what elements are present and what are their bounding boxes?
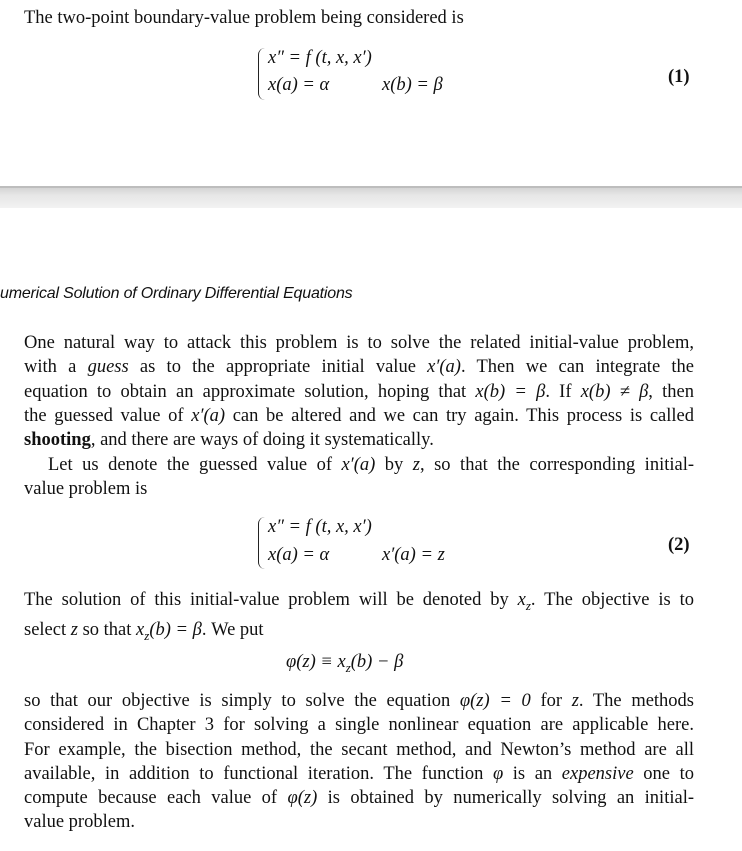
text: with a [24, 357, 88, 378]
emphasis-guess: guess [87, 357, 129, 378]
page-separator [0, 186, 742, 208]
math: x [136, 619, 145, 640]
paragraph-1-line-1: One natural way to attack this problem is to solve the related initial-value problem, [24, 333, 694, 353]
paragraph-4-line-2: considered in Chapter 3 for solving a single nonlinear equation are applicable here. [24, 715, 694, 736]
equation-2-row-2-right: x′(a) = z [382, 545, 445, 565]
paragraph-4 [24, 689, 694, 835]
math: x′(a) [191, 405, 226, 426]
paragraph-4-line-1 [24, 689, 694, 713]
text: The solution of this initial-value problem will be denoted by [24, 590, 518, 610]
text: is obtained by numerically solving an initial- [317, 788, 694, 809]
paragraph-4-line-3: For example, the bisection method, the secant method, and Newton’s method are all [24, 739, 694, 760]
equation-1-number: (1) [668, 67, 690, 87]
math: φ(z) = 0 [459, 691, 531, 711]
text: is an [503, 763, 562, 784]
math: x [517, 590, 526, 610]
math: x(b) = β [475, 381, 546, 402]
text: . The objective is to [530, 590, 694, 610]
math: x′(a) [341, 455, 376, 475]
math: (b) − β [350, 652, 404, 672]
equation-1-brace [258, 48, 267, 100]
math: φ [492, 763, 504, 784]
math: φ(z) ≡ x [286, 652, 346, 672]
math-subscript: z [144, 627, 150, 643]
math: z [70, 619, 78, 640]
text: for [530, 691, 572, 711]
math: φ(z) [287, 788, 318, 809]
equation-1-row-1: x″ = f (t, x, x′) [268, 48, 372, 68]
text: . Then we can integrate the [460, 357, 694, 378]
equation-1-row-2-right: x(b) = β [382, 75, 443, 95]
equation-2-brace [258, 517, 267, 569]
text: the guessed value of [24, 405, 192, 426]
math-subscript: z [345, 659, 351, 675]
equation-2 [258, 517, 518, 573]
text: Let us denote the guessed value of [48, 455, 342, 475]
math: x(b) ≠ β [580, 381, 649, 402]
paragraph-1-line-2 [24, 355, 694, 379]
paragraph-1-line-3 [24, 380, 694, 404]
equation-2-number: (2) [668, 535, 690, 555]
paragraph-3-line-1 [24, 588, 694, 618]
equation-2-row-2-left: x(a) = α [268, 545, 330, 565]
text: . If [545, 381, 581, 402]
emphasis-expensive: expensive [561, 763, 634, 784]
equation-1-row-2-left: x(a) = α [268, 75, 330, 95]
paragraph-2-line-2: value problem is [24, 479, 148, 500]
paragraph-3 [24, 588, 694, 648]
text: select [24, 619, 71, 640]
math-subscript: z [525, 597, 531, 613]
math: (b) = β [149, 619, 202, 640]
running-head: umerical Solution of Ordinary Differential Equations [0, 285, 353, 302]
paragraph-4-line-4 [24, 762, 694, 786]
paragraph-1-line-5 [24, 428, 694, 452]
text: . The methods [578, 691, 695, 711]
paragraph-4-line-6: value problem. [24, 812, 135, 833]
paragraph-2 [24, 453, 694, 502]
paragraph-2-line-1 [24, 453, 694, 477]
text: equation to obtain an approximate solution, hoping that [24, 381, 476, 402]
math: z [412, 455, 420, 475]
text: as to the appropriate initial value [128, 357, 428, 378]
text: available, in addition to functional iteration. The function [24, 763, 493, 784]
paragraph-1 [24, 331, 694, 452]
term-shooting: shooting [24, 430, 91, 451]
math: z [571, 691, 579, 711]
text: one to [633, 763, 694, 784]
text: so that [77, 619, 137, 640]
paragraph-1-line-4 [24, 404, 694, 428]
text: , so that the corresponding initial- [420, 455, 695, 475]
text: . We put [201, 619, 264, 640]
text: so that our objective is simply to solve the equation [24, 691, 460, 711]
text: can be altered and we can try again. This process is called [225, 405, 694, 426]
paragraph-3-line-2 [24, 618, 694, 648]
math: x′(a) [427, 357, 461, 378]
equation-2-row-1: x″ = f (t, x, x′) [268, 517, 372, 537]
equation-1 [258, 48, 518, 104]
text: compute because each value of [24, 788, 288, 809]
text: by [375, 455, 413, 475]
equation-phi [286, 652, 403, 677]
intro-sentence: The two-point boundary-value problem being considered is [24, 8, 464, 28]
text: , and there are ways of doing it systematically. [90, 430, 434, 451]
paragraph-4-line-5 [24, 786, 694, 810]
text: , then [648, 381, 694, 402]
